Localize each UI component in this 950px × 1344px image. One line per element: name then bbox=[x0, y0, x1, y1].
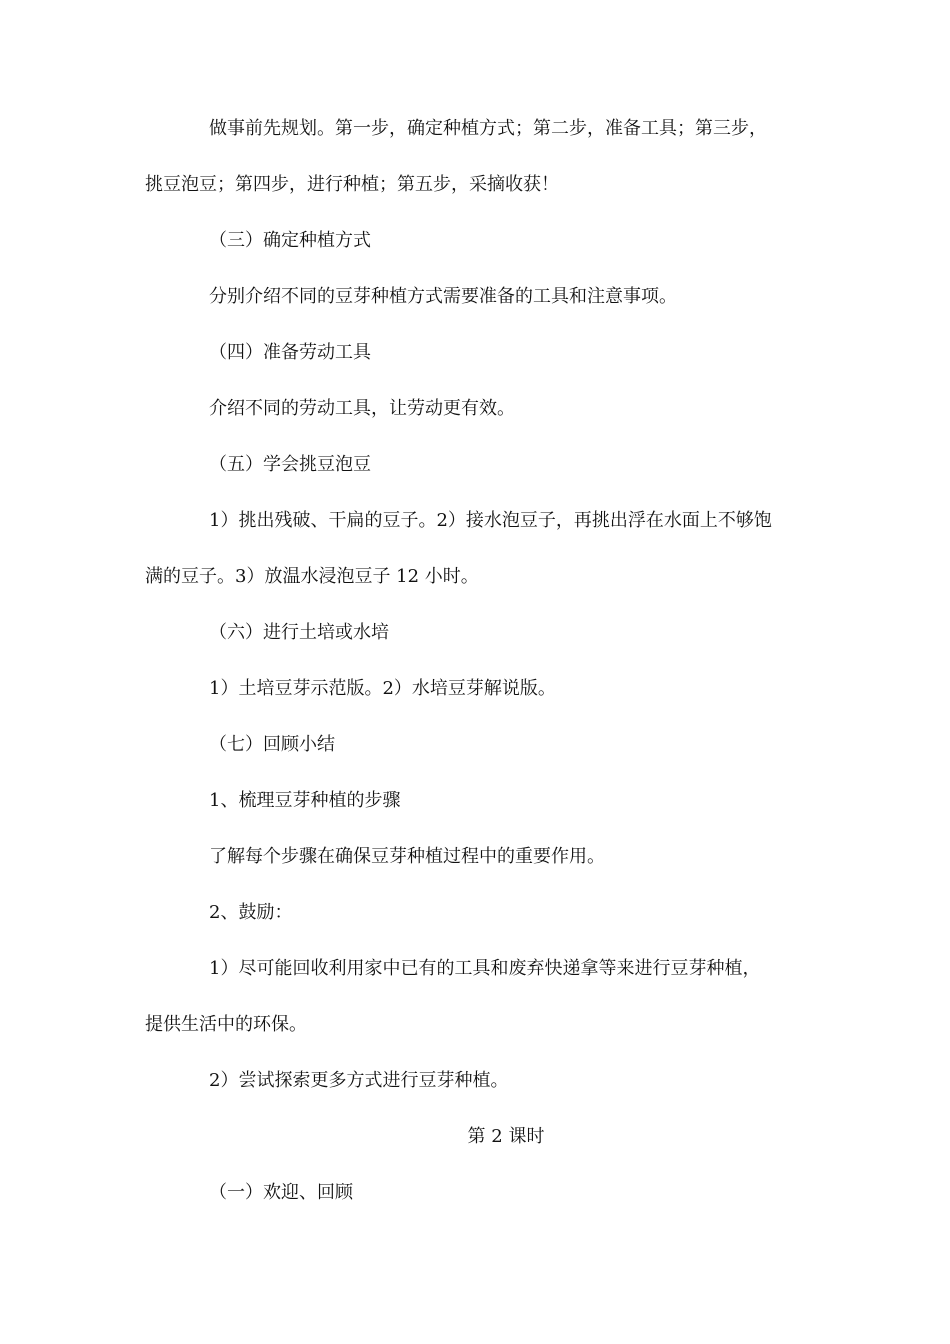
subsection-heading: 2、鼓励： bbox=[209, 902, 293, 923]
lesson-title: 第 2 课时 bbox=[467, 1126, 545, 1147]
paragraph-line: 提供生活中的环保。 bbox=[145, 1014, 307, 1035]
paragraph-line: 1）土培豆芽示范版。2）水培豆芽解说版。 bbox=[209, 678, 556, 699]
paragraph-line: 2）尝试探索更多方式进行豆芽种植。 bbox=[209, 1070, 509, 1091]
section-heading: （四）准备劳动工具 bbox=[209, 342, 371, 363]
section-heading: （五）学会挑豆泡豆 bbox=[209, 454, 371, 475]
paragraph-line: 满的豆子。3）放温水浸泡豆子 12 小时。 bbox=[145, 566, 479, 587]
section-heading: （六）进行土培或水培 bbox=[209, 622, 389, 643]
paragraph-line: 1）挑出残破、干扁的豆子。2）接水泡豆子，再挑出浮在水面上不够饱 bbox=[209, 510, 772, 531]
section-heading: （三）确定种植方式 bbox=[209, 230, 371, 251]
paragraph-line: 做事前先规划。第一步，确定种植方式；第二步，准备工具；第三步， bbox=[209, 118, 767, 139]
subsection-heading: 1、梳理豆芽种植的步骤 bbox=[209, 790, 401, 811]
section-heading: （一）欢迎、回顾 bbox=[209, 1182, 353, 1203]
paragraph-line: 介绍不同的劳动工具，让劳动更有效。 bbox=[209, 398, 515, 419]
paragraph-line: 了解每个步骤在确保豆芽种植过程中的重要作用。 bbox=[209, 846, 605, 867]
section-heading: （七）回顾小结 bbox=[209, 734, 335, 755]
paragraph-line: 挑豆泡豆；第四步，进行种植；第五步，采摘收获！ bbox=[145, 174, 559, 195]
paragraph-line: 1）尽可能回收利用家中已有的工具和废弃快递拿等来进行豆芽种植， bbox=[209, 958, 761, 979]
paragraph-line: 分别介绍不同的豆芽种植方式需要准备的工具和注意事项。 bbox=[209, 286, 677, 307]
